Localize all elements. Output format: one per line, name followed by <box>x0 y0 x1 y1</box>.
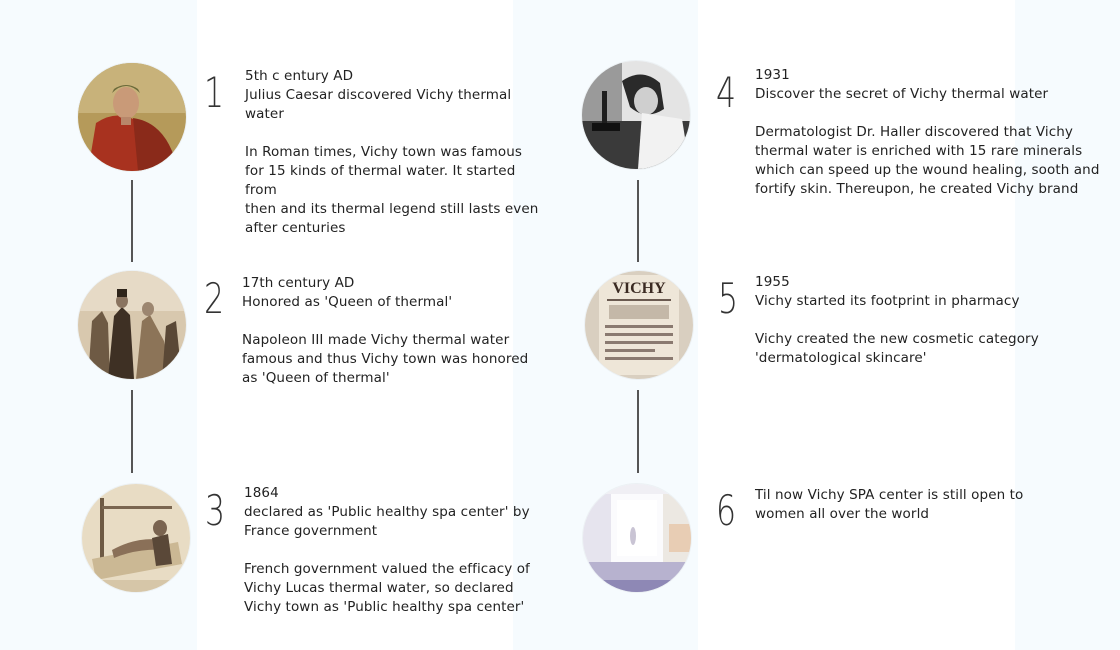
step-number: 2 <box>204 274 225 323</box>
modern-spa-image <box>583 484 691 592</box>
timeline-entry <box>755 273 1085 368</box>
entry-heading: 17th century AD Honored as 'Queen of thermal' <box>242 275 453 310</box>
entry-description: In Roman times, Vichy town was famous for 15 kinds of thermal water. It started from then and its thermal legend still lasts even after centuries <box>245 144 539 236</box>
step-number: 1 <box>204 68 225 117</box>
entry-heading: Til now Vichy SPA center is still open to women all over the world <box>755 487 1024 522</box>
entry-description: French government valued the efficacy of Vichy Lucas thermal water, so declared Vichy town as 'Public healthy spa center' <box>244 561 530 615</box>
step-number: 3 <box>205 486 226 535</box>
scientist-microscope-image <box>582 61 690 169</box>
entry-heading: 1955 Vichy started its footprint in pharmacy <box>755 274 1020 309</box>
entry-description: Dermatologist Dr. Haller discovered that Vichy thermal water is enriched with 15 rare minerals which can speed up the wound healing, sooth and fortify skin. Thereupon, he created Vichy brand <box>755 124 1100 197</box>
entry-description: Napoleon III made Vichy thermal water famous and thus Vichy town was honored as 'Queen of thermal' <box>242 332 529 386</box>
entry-heading: 1864 declared as 'Public healthy spa center' by France government <box>244 485 530 539</box>
napoleon-engraving-image <box>78 271 186 379</box>
poster-brand-text: VICHY <box>612 280 666 297</box>
spa-treatment-image <box>82 484 190 592</box>
step-number: 5 <box>718 274 739 323</box>
vichy-poster-image <box>585 271 693 379</box>
timeline-connector <box>637 180 639 262</box>
entry-heading: 5th c entury AD Julius Caesar discovered Vichy thermal water <box>245 68 512 122</box>
entry-heading: 1931 Discover the secret of Vichy thermal water <box>755 67 1049 102</box>
timeline-entry <box>245 67 545 238</box>
timeline-connector <box>637 390 639 473</box>
entry-description: Vichy created the new cosmetic category 'dermatological skincare' <box>755 331 1039 366</box>
timeline-entry <box>244 484 544 617</box>
timeline-connector <box>131 180 133 262</box>
timeline-connector <box>131 390 133 473</box>
timeline-entry <box>755 486 1085 524</box>
step-number: 4 <box>716 68 737 117</box>
step-number: 6 <box>716 486 737 535</box>
timeline-entry <box>755 66 1100 199</box>
timeline-entry <box>242 274 542 388</box>
julius-caesar-image <box>78 63 186 171</box>
